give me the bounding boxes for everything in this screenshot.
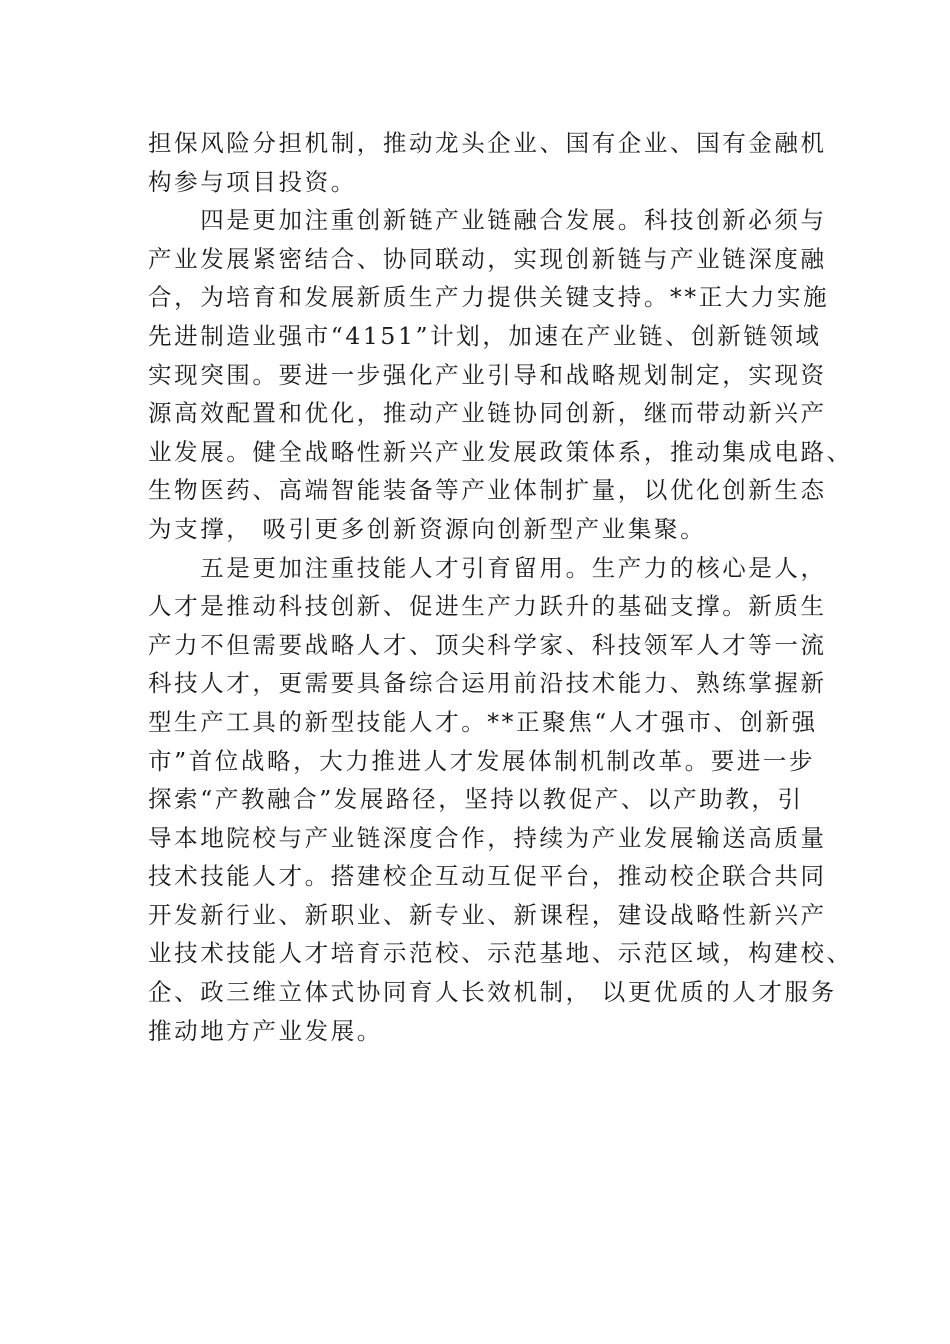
text-line: 先进制造业强市“4151”计划，加速在产业链、创新链领域 bbox=[148, 321, 822, 350]
text-line: 人才是推动科技创新、促进生产力跃升的基础支撑。新质生 bbox=[148, 592, 827, 621]
text-line: 业发展。健全战略性新兴产业发展政策体系，推动集成电路、 bbox=[148, 437, 853, 466]
text-line: 产力不但需要战略人才、顶尖科学家、科技领军人才等一流 bbox=[148, 630, 827, 659]
document-body bbox=[148, 124, 853, 1050]
text-line: 开发新行业、新职业、新专业、新课程，建设战略性新兴产 bbox=[148, 900, 827, 929]
text-line: 五是更加注重技能人才引育留用。生产力的核心是人， bbox=[148, 553, 827, 582]
text-line: 担保风险分担机制，推动龙头企业、国有企业、国有金融机 bbox=[148, 129, 827, 157]
text-line: 导本地院校与产业链深度合作，持续为产业发展输送高质量 bbox=[148, 823, 827, 852]
text-line: 技术技能人才。搭建校企互动互促平台，推动校企联合共同 bbox=[148, 862, 827, 891]
text-line: 为支撑， 吸引更多创新资源向创新型产业集聚。 bbox=[148, 514, 707, 543]
text-line: 探索“产教融合”发展路径，坚持以教促产、以产助教，引 bbox=[148, 785, 804, 814]
paragraph bbox=[148, 124, 827, 201]
text-line: 市”首位战略，大力推进人才发展体制机制改革。要进一步 bbox=[148, 746, 816, 775]
text-line: 科技人才，更需要具备综合运用前沿技术能力、熟练掌握新 bbox=[148, 669, 827, 698]
text-line: 合，为培育和发展新质生产力提供关键支持。**正大力实施 bbox=[148, 283, 830, 312]
text-line: 源高效配置和优化，推动产业链协同创新，继而带动新兴产 bbox=[148, 399, 827, 428]
text-line: 构参与项目投资。 bbox=[148, 167, 357, 196]
paragraph bbox=[148, 201, 853, 548]
text-line: 产业发展紧密结合、协同联动，实现创新链与产业链深度融 bbox=[148, 244, 827, 273]
text-line: 业技术技能人才培育示范校、示范基地、示范区域，构建校、 bbox=[148, 939, 853, 968]
text-line: 生物医药、高端智能装备等产业体制扩量，以优化创新生态 bbox=[148, 476, 827, 505]
paragraph bbox=[148, 549, 853, 1051]
text-line: 实现突围。要进一步强化产业引导和战略规划制定，实现资 bbox=[148, 360, 827, 389]
text-line: 推动地方产业发展。 bbox=[148, 1016, 383, 1045]
text-line: 型生产工具的新型技能人才。**正聚焦“人才强市、创新强 bbox=[148, 707, 818, 736]
text-line: 四是更加注重创新链产业链融合发展。科技创新必须与 bbox=[148, 206, 827, 235]
text-line: 企、政三维立体式协同育人长效机制， 以更优质的人才服务 bbox=[148, 978, 837, 1007]
